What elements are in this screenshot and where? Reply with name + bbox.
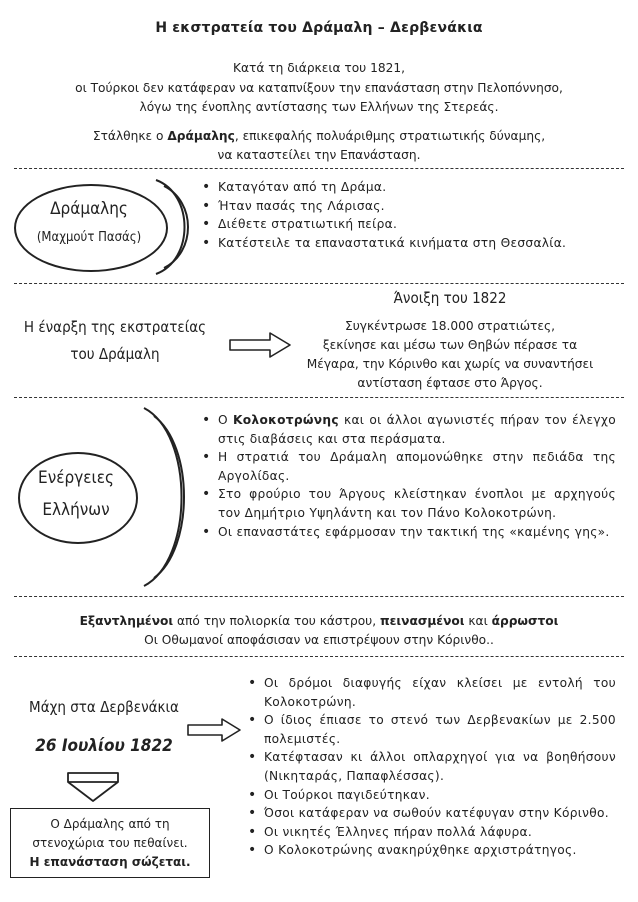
campaign-label-line-2: του Δράμαλη bbox=[70, 345, 160, 363]
ottomans-text-2: και bbox=[464, 614, 492, 628]
greeks-label-line-1: Ενέργειες bbox=[38, 468, 114, 488]
page-title: Η εκστρατεία του Δράμαλη – Δερβενάκια bbox=[155, 20, 483, 36]
list-item: • Οι νικητές Έλληνες πήραν πολλά λάφυρα. bbox=[246, 823, 616, 842]
dramalis-highlight: Δράμαλης bbox=[167, 129, 235, 143]
greeks-actions bbox=[200, 411, 616, 541]
intro-line-4-post: , επικεφαλής πολυάριθμης στρατιωτικής δύναμης, bbox=[234, 129, 546, 143]
list-item: • Οι δρόμοι διαφυγής είχαν κλείσει με εντολή του Κολοκοτρώνη. bbox=[246, 674, 616, 711]
bullet-1-pre: Ο bbox=[218, 413, 234, 427]
outcome-line-1: Ο Δράμαλης από τη bbox=[50, 817, 170, 831]
list-item bbox=[200, 411, 616, 448]
list-item: • Ο ίδιος έπιασε το στενό των Δερβενακίων με 2.500 πολεμιστές. bbox=[246, 711, 616, 748]
list-item: • Οι Τούρκοι παγιδεύτηκαν. bbox=[246, 786, 616, 805]
dramalis-oval bbox=[14, 184, 168, 272]
intro-line-4-pre: Στάλθηκε ο bbox=[92, 129, 168, 143]
intro-line-4 bbox=[0, 126, 638, 146]
list-item: • Η στρατιά του Δράμαλη απομονώθηκε στην πεδιάδα της Αργολίδας. bbox=[200, 448, 616, 485]
hungry-word: πεινασμένοι bbox=[379, 614, 465, 628]
ottomans-line-1 bbox=[0, 611, 638, 631]
campaign-date: Άνοιξη του 1822 bbox=[393, 289, 507, 307]
intro-line-5: να καταστείλει την Επανάσταση. bbox=[217, 148, 421, 162]
greeks-oval bbox=[18, 452, 138, 544]
battle-date: 26 Ιουλίου 1822 bbox=[35, 736, 173, 756]
battle-label: Μάχη στα Δερβενάκια bbox=[29, 698, 179, 716]
exhausted-word: Εξαντλημένοι bbox=[79, 614, 174, 628]
intro-line-3: λόγω της ένοπλης αντίστασης των Ελλήνων της Στερεάς. bbox=[139, 100, 499, 114]
ottomans-text-1: από την πολιορκία του κάστρου, bbox=[173, 614, 380, 628]
list-item: • Κατέστειλε τα επαναστατικά κινήματα στη Θεσσαλία. bbox=[200, 234, 616, 253]
bracket-icon bbox=[138, 404, 196, 590]
divider bbox=[14, 283, 624, 284]
list-item: • Στο φρούριο του Άργους κλείστηκαν ένοπλοι με αρχηγούς τον Δημήτριο Υψηλάντη και τον Πάνο Κολοκοτρώνη. bbox=[200, 485, 616, 522]
greeks-label-line-2: Ελλήνων bbox=[42, 500, 110, 520]
divider bbox=[14, 168, 624, 169]
bullet-1-post: και οι άλλοι αγωνιστές πήραν τον έλεγχο στις διαβάσεις και στα περάσματα. bbox=[218, 413, 616, 446]
divider bbox=[14, 397, 624, 398]
campaign-text-line-2: ξεκίνησε και μέσω των Θηβών πέρασε τα bbox=[322, 338, 578, 352]
dramalis-name: Δράμαλης bbox=[50, 199, 128, 219]
divider bbox=[14, 656, 624, 657]
campaign-text-line-4: αντίσταση έφτασε στο Άργος. bbox=[357, 376, 543, 390]
dramalis-alias: (Μαχμούτ Πασάς) bbox=[36, 230, 142, 245]
ottomans-line-2: Οι Οθωμανοί αποφάσισαν να επιστρέψουν στην Κόρινθο.. bbox=[144, 633, 494, 647]
bracket-icon bbox=[150, 176, 196, 278]
list-item: • Διέθετε στρατιωτική πείρα. bbox=[200, 215, 616, 234]
campaign-text-line-1: Συγκέντρωσε 18.000 στρατιώτες, bbox=[345, 319, 555, 333]
list-item: • Κατέφτασαν κι άλλοι οπλαρχηγοί για να βοηθήσουν (Νικηταράς, Παπαφλέσσας). bbox=[246, 748, 616, 785]
intro-line-1: Κατά τη διάρκεια του 1821, bbox=[233, 61, 405, 75]
arrow-down-icon bbox=[66, 770, 120, 804]
outcome-line-3: Η επανάσταση σώζεται. bbox=[29, 855, 191, 869]
list-item: • Οι επαναστάτες εφάρμοσαν την τακτική της «καμένης γης». bbox=[200, 523, 616, 542]
list-item: • Όσοι κατάφεραν να σωθούν κατέφυγαν στην Κόρινθο. bbox=[246, 804, 616, 823]
list-item: • Καταγόταν από τη Δράμα. bbox=[200, 178, 616, 197]
arrow-right-icon bbox=[186, 716, 244, 744]
battle-facts bbox=[246, 674, 616, 860]
outcome-box bbox=[10, 808, 210, 878]
dramalis-facts bbox=[200, 178, 616, 252]
list-item: • Ήταν πασάς της Λάρισας. bbox=[200, 197, 616, 216]
divider bbox=[14, 596, 624, 597]
outcome-line-2: στενοχώρια του πεθαίνει. bbox=[32, 836, 188, 850]
sick-word: άρρωστοι bbox=[491, 614, 559, 628]
campaign-text-line-3: Μέγαρα, την Κόρινθο και χωρίς να συναντήσει bbox=[306, 357, 594, 371]
kolokotronis-highlight: Κολοκοτρώνης bbox=[233, 413, 339, 427]
intro-line-2: οι Τούρκοι δεν κατάφεραν να καταπνίξουν την επανάσταση στην Πελοπόννησο, bbox=[75, 81, 563, 95]
list-item: • Ο Κολοκοτρώνης ανακηρύχθηκε αρχιστράτηγος. bbox=[246, 841, 616, 860]
campaign-label-line-1: Η έναρξη της εκστρατείας bbox=[23, 318, 207, 336]
